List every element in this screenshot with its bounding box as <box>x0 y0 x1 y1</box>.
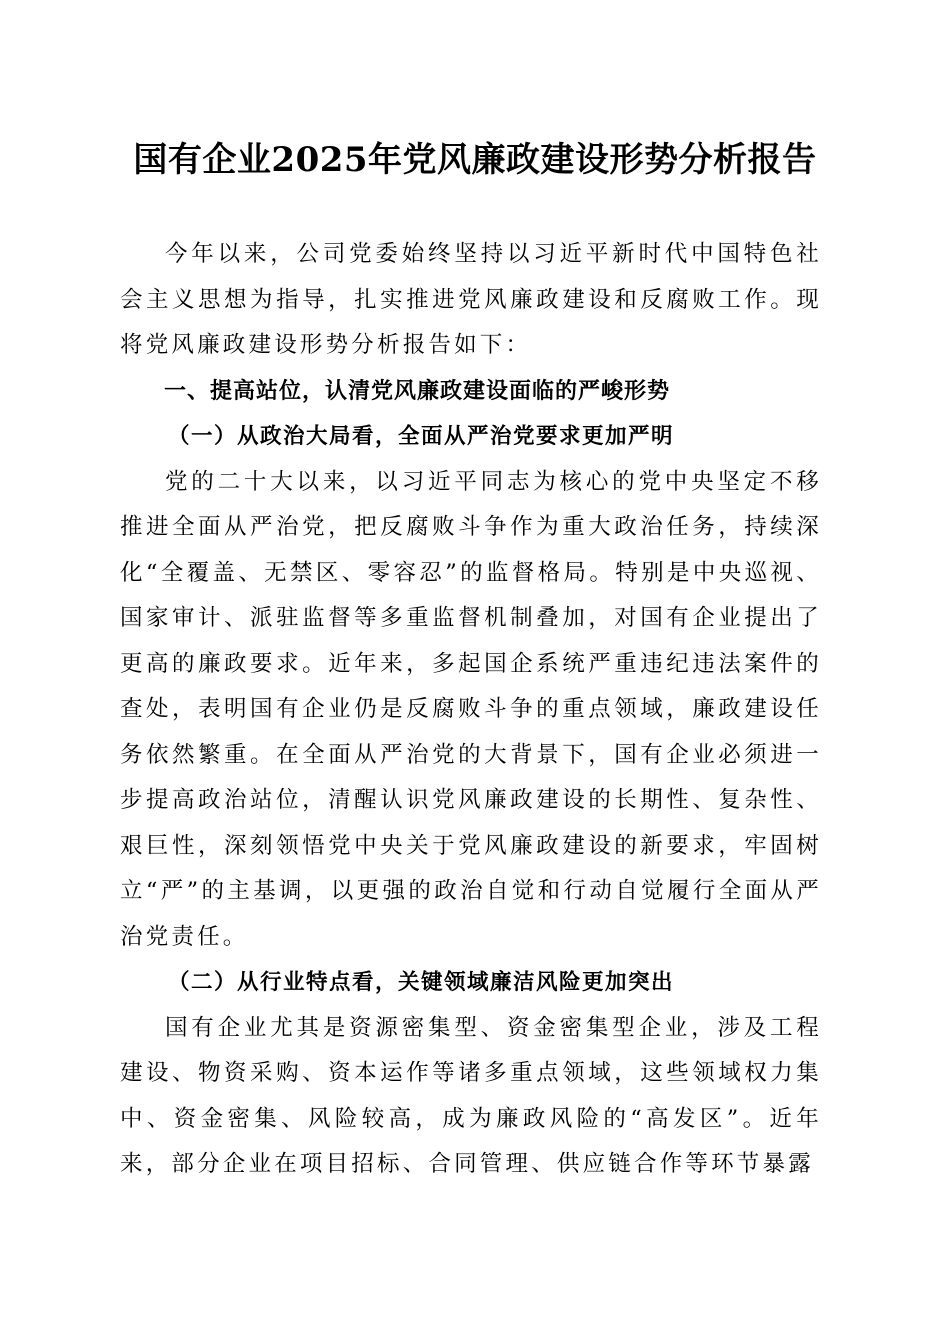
subsection-2-heading: （二）从行业特点看，关键领域廉洁风险更加突出 <box>168 970 675 995</box>
subsection-1-heading: （一）从政治大局看，全面从严治党要求更加严明 <box>168 424 675 449</box>
subsection-1-paragraph: 党的二十大以来，以习近平同志为核心的党中央坚定不移推进全面从严治党，把反腐败斗争作为重大政治任务，持续深化“全覆盖、无禁区、零容忍”的监督格局。特别是中央巡视、国家审计、派驻监督等多重监督机制叠加，对国有企业提出了更高的廉政要求。近年来，多起国企系统严重违纪违法案件的查处，表明国有企业仍是反腐败斗争的重点领域，廉政建设任务依然繁重。在全面从严治党的大背景下，国有企业必须进一步提高政治站位，清醒认识党风廉政建设的长期性、复杂性、艰巨性，深刻领悟党中央关于党风廉政建设的新要求，牢固树立“严”的主基调，以更强的政治自觉和行动自觉履行全面从严治党责任。 <box>120 468 822 950</box>
section-1-heading: 一、提高站位，认清党风廉政建设面临的严峻形势 <box>164 378 671 404</box>
intro-paragraph: 今年以来，公司党委始终坚持以习近平新时代中国特色社会主义思想为指导，扎实推进党风廉政建设和反腐败工作。现将党风廉政建设形势分析报告如下： <box>120 241 822 358</box>
document-body <box>120 232 822 1188</box>
document-title: 国有企业2025年党风廉政建设形势分析报告 <box>133 140 817 180</box>
subsection-2-paragraph: 国有企业尤其是资源密集型、资金密集型企业，涉及工程建设、物资采购、资本运作等诸多重点领域，这些领域权力集中、资金密集、风险较高，成为廉政风险的“高发区”。近年来，部分企业在项目招标、合同管理、供应链合作等环节暴露 <box>120 1014 822 1177</box>
